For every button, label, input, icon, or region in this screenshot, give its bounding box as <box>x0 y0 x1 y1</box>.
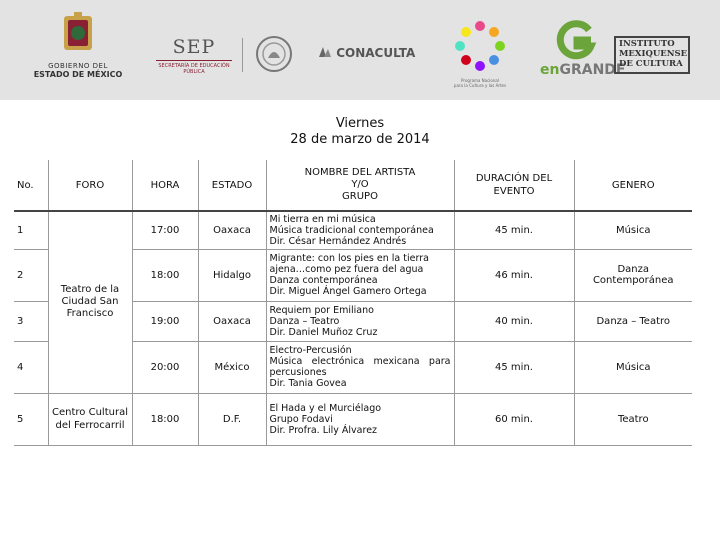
header-estado: ESTADO <box>198 160 266 211</box>
row-genero: Música <box>574 211 692 249</box>
row-artist <box>266 249 454 301</box>
artist-line: Requiem por Emiliano <box>269 304 374 316</box>
sep-logo <box>150 36 238 76</box>
edomex-logo <box>32 10 124 88</box>
table-header-row <box>14 160 692 211</box>
foro-centro-l2: del Ferrocarril <box>55 420 125 431</box>
edomex-line2: ESTADO DE MÉXICO <box>33 70 123 79</box>
row-estado: México <box>198 341 266 393</box>
row-genero: Música <box>574 341 692 393</box>
artist-line: Dir. Tania Govea <box>269 378 347 389</box>
conaculta-emblem-icon <box>318 46 332 58</box>
row-genero: Danza – Teatro <box>574 301 692 341</box>
header-hora: HORA <box>132 160 198 211</box>
row-estado: Oaxaca <box>198 211 266 249</box>
flower-logo <box>448 18 512 92</box>
events-table <box>14 160 692 446</box>
table-row <box>14 393 692 445</box>
header-foro: FORO <box>48 160 132 211</box>
sep-subtitle: SECRETARÍA DE EDUCACIÓN PÚBLICA <box>158 63 230 75</box>
row-artist <box>266 341 454 393</box>
foro-centro-l1: Centro Cultural <box>52 407 128 418</box>
artist-line: Dir. Daniel Muñoz Cruz <box>269 326 378 338</box>
artist-line: Electro-Percusión <box>269 345 352 356</box>
artist-line: Migrante: con los pies en la tierra <box>269 253 429 264</box>
header-dur-2: EVENTO <box>493 186 535 197</box>
artist-line: Danza contemporánea <box>269 275 378 286</box>
row-artist <box>266 393 454 445</box>
engrande-word-b: GRANDE <box>559 62 626 78</box>
imc-line3: DE CULTURA <box>619 59 683 69</box>
date-full: 28 de marzo de 2014 <box>290 132 430 147</box>
artist-line: Dir. Miguel Ángel Gamero Ortega <box>269 286 427 297</box>
row-duracion: 40 min. <box>454 301 574 341</box>
row-hora: 17:00 <box>132 211 198 249</box>
artist-line: Dir. César Hernández Andrés <box>269 235 407 247</box>
header-genero: GENERO <box>574 160 692 211</box>
header-artist-1: NOMBRE DEL ARTISTA <box>304 167 416 178</box>
conaculta-logo <box>318 46 415 60</box>
edomex-line1: GOBIERNO DEL <box>48 62 108 70</box>
flower-caption-2: para la Cultura y las Artes <box>453 83 507 88</box>
row-no: 2 <box>14 249 48 301</box>
row-duracion: 46 min. <box>454 249 574 301</box>
artist-line: Mi tierra en mi música <box>269 213 376 225</box>
artist-line: percusiones <box>269 367 327 378</box>
header-artist <box>266 160 454 211</box>
foro-centro <box>48 393 132 445</box>
row-hora: 19:00 <box>132 301 198 341</box>
engrande-word <box>540 62 626 78</box>
header-no: No. <box>14 160 48 211</box>
header-artist-2: Y/O <box>351 179 369 190</box>
header-duracion <box>454 160 574 211</box>
header-artist-3: GRUPO <box>342 191 378 202</box>
foro-teatro-l2: Ciudad San <box>61 296 119 308</box>
sep-rule <box>156 60 232 61</box>
row-hora: 20:00 <box>132 341 198 393</box>
conaculta-name: CONACULTA <box>336 46 416 60</box>
logo-divider <box>242 38 243 72</box>
row-estado: D.F. <box>198 393 266 445</box>
sep-name: SEP <box>172 36 216 58</box>
imc-logo <box>614 36 690 74</box>
header-dur-1: DURACIÓN DEL <box>475 173 553 184</box>
table-row <box>14 211 692 249</box>
row-artist <box>266 301 454 341</box>
engrande-logo <box>540 20 626 80</box>
row-duracion: 45 min. <box>454 211 574 249</box>
row-no: 4 <box>14 341 48 393</box>
row-genero: Teatro <box>574 393 692 445</box>
row-duracion: 60 min. <box>454 393 574 445</box>
imc-line1: INSTITUTO <box>619 39 675 49</box>
row-hora: 18:00 <box>132 249 198 301</box>
row-no: 3 <box>14 301 48 341</box>
artist-line: Grupo Fodavi <box>269 413 333 425</box>
flower-caption-1: Programa Nacional <box>461 78 499 83</box>
colorful-flower-icon <box>448 18 512 74</box>
foro-teatro <box>48 211 132 393</box>
green-g-icon <box>553 20 597 60</box>
artist-line: Música tradicional contemporánea <box>269 224 434 236</box>
header-banner <box>0 0 720 100</box>
artist-line: Dir. Profra. Lily Álvarez <box>269 424 378 436</box>
artist-line: Música electrónica mexicana para <box>269 356 451 367</box>
engrande-word-a: en <box>540 62 560 78</box>
row-hora: 18:00 <box>132 393 198 445</box>
artist-line: ajena…como pez fuera del agua <box>269 264 424 275</box>
foro-teatro-l3: Francisco <box>66 308 114 320</box>
row-artist <box>266 211 454 249</box>
national-seal-icon <box>252 34 296 74</box>
imc-line2: MEXIQUENSE <box>619 49 688 59</box>
event-date <box>0 116 720 148</box>
date-day: Viernes <box>335 116 385 131</box>
row-no: 5 <box>14 393 48 445</box>
state-shield-icon <box>55 10 101 56</box>
row-estado: Hidalgo <box>198 249 266 301</box>
row-genero: Danza Contemporánea <box>574 249 692 301</box>
artist-line: El Hada y el Murciélago <box>269 402 382 414</box>
foro-teatro-l1: Teatro de la <box>60 284 120 296</box>
row-estado: Oaxaca <box>198 301 266 341</box>
row-duracion: 45 min. <box>454 341 574 393</box>
row-no: 1 <box>14 211 48 249</box>
artist-line: Danza – Teatro <box>269 315 340 327</box>
